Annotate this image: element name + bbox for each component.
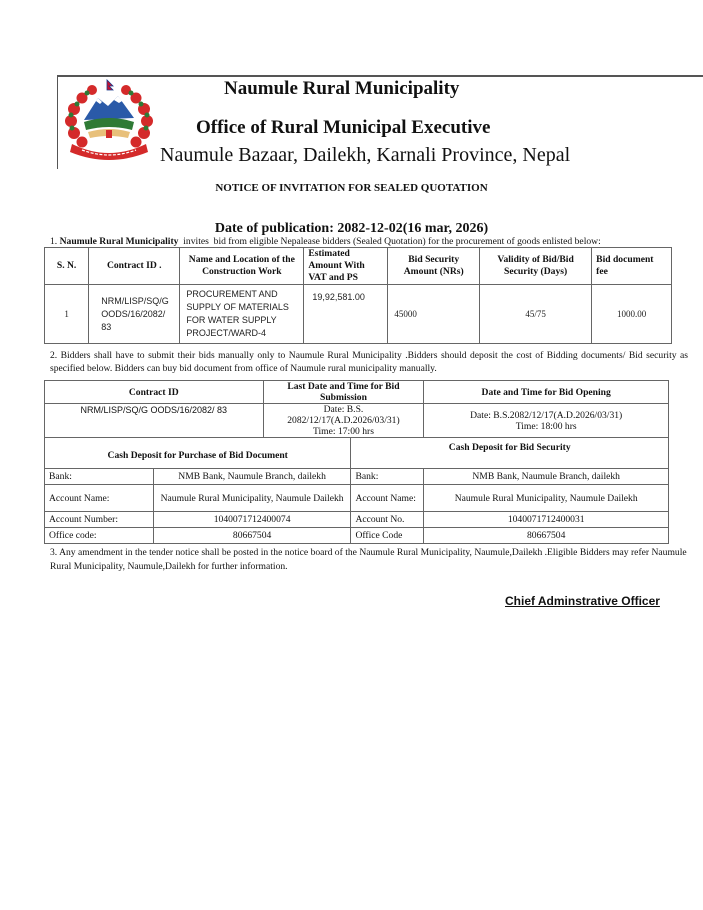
cell-doc-fee: 1000.00 bbox=[592, 285, 672, 344]
doc-label-bank: Bank: bbox=[45, 469, 154, 485]
header-estimated-amount: Estimated Amount With VAT and PS bbox=[304, 248, 388, 285]
doc-value-bank: NMB Bank, Naumule Branch, dailekh bbox=[153, 469, 351, 485]
header-validity: Validity of Bid/Bid Security (Days) bbox=[480, 248, 592, 285]
sec-label-bank: Bank: bbox=[351, 469, 424, 485]
doc-label-office-code: Office code: bbox=[45, 528, 154, 544]
office-name: Office of Rural Municipal Executive bbox=[196, 117, 491, 138]
doc-value-account-name: Naumule Rural Municipality, Naumule Dailekh bbox=[153, 485, 351, 512]
sec-value-office-code: 80667504 bbox=[424, 528, 669, 544]
amendment-paragraph: 3. Any amendment in the tender notice shall be posted in the notice board of the Naumule Rural Municipality, Naumule,Dailekh .Eligible Bidders may refer Naumule Rural Municipality, Naumule,Dailekh for further information. bbox=[50, 547, 687, 572]
doc-value-office-code: 80667504 bbox=[153, 528, 351, 544]
nepal-emblem-icon bbox=[62, 78, 156, 162]
header-submission: Last Date and Time for Bid Submission bbox=[263, 381, 424, 404]
header-contract-id: Contract ID . bbox=[89, 248, 180, 285]
schedule-header-row bbox=[45, 381, 669, 404]
submission-paragraph: 2. Bidders shall have to submit their bids manually only to Naumule Rural Municipality .Bidders should deposit the cost of Bidding documents/ Bid security as specified below. Bidders can buy bid document from office of Naumule rural municipality manually. bbox=[50, 350, 688, 374]
doc-label-account-number: Account Number: bbox=[45, 512, 154, 528]
municipality-name: Naumule Rural Municipality bbox=[224, 78, 460, 99]
security-deposit-title: Cash Deposit for Bid Security bbox=[351, 438, 669, 469]
publication-date: Date of publication: 2082-12-02(16 mar, 2026) bbox=[214, 221, 489, 236]
header-bid-security: Bid Security Amount (NRs) bbox=[388, 248, 480, 285]
table-row bbox=[45, 285, 672, 344]
notice-title: NOTICE OF INVITATION FOR SEALED QUOTATION bbox=[215, 182, 488, 194]
submission-date: Date: B.S. 2082/12/17(A.D.2026/03/31) bbox=[287, 404, 400, 426]
sec-value-account-name: Naumule Rural Municipality, Naumule Dailekh bbox=[424, 485, 669, 512]
deposit-title-row bbox=[45, 438, 669, 469]
doc-value-account-number: 1040071712400074 bbox=[153, 512, 351, 528]
doc-deposit-title: Cash Deposit for Purchase of Bid Document bbox=[45, 438, 351, 469]
office-address: Naumule Bazaar, Dailekh, Karnali Province, Nepal bbox=[160, 144, 571, 166]
sec-label-account-number: Account No. bbox=[351, 512, 424, 528]
schedule-row bbox=[45, 404, 669, 438]
submission-datetime bbox=[263, 404, 424, 438]
sec-value-account-number: 1040071712400031 bbox=[424, 512, 669, 528]
deposit-table bbox=[44, 380, 669, 544]
cell-bid-security: 45000 bbox=[388, 285, 480, 344]
deposit-row-account-number bbox=[45, 512, 669, 528]
sec-label-office-code: Office Code bbox=[351, 528, 424, 544]
header-opening: Date and Time for Bid Opening bbox=[424, 381, 669, 404]
sec-value-bank: NMB Bank, Naumule Branch, dailekh bbox=[424, 469, 669, 485]
deposit-row-account-name bbox=[45, 485, 669, 512]
cell-contract-id: NRM/LISP/SQ/G OODS/16/2082/ 83 bbox=[89, 285, 180, 344]
intro-paragraph bbox=[50, 236, 601, 247]
cell-sn: 1 bbox=[45, 285, 89, 344]
schedule-contract-id: NRM/LISP/SQ/G OODS/16/2082/ 83 bbox=[45, 404, 264, 438]
table-header-row bbox=[45, 248, 672, 285]
opening-datetime bbox=[424, 404, 669, 438]
procurement-table bbox=[44, 247, 672, 344]
header-doc-fee: Bid document fee bbox=[592, 248, 672, 285]
opening-time: Time: 18:00 hrs bbox=[515, 420, 577, 432]
deposit-row-bank bbox=[45, 469, 669, 485]
cell-work-name: PROCUREMENT AND SUPPLY OF MATERIALS FOR WATER SUPPLY PROJECT/WARD-4 bbox=[180, 285, 304, 344]
header-contract-id: Contract ID bbox=[45, 381, 264, 404]
signature-title: Chief Adminstrative Officer bbox=[505, 594, 660, 608]
intro-text: invites bid from eligible Nepalease bidders (Sealed Quotation) for the procurement of goods enlisted below: bbox=[178, 236, 601, 247]
sec-label-account-name: Account Name: bbox=[351, 485, 424, 512]
deposit-row-office-code bbox=[45, 528, 669, 544]
opening-date: Date: B.S.2082/12/17(A.D.2026/03/31) bbox=[470, 409, 623, 421]
intro-municipality: Naumule Rural Municipality bbox=[59, 236, 179, 247]
header-work-name: Name and Location of the Construction Work bbox=[180, 248, 304, 285]
intro-prefix: 1. bbox=[50, 236, 60, 247]
cell-estimated-amount: 19,92,581.00 bbox=[304, 285, 388, 344]
submission-time: Time: 17:00 hrs bbox=[312, 426, 374, 437]
cell-validity: 45/75 bbox=[480, 285, 592, 344]
doc-label-account-name: Account Name: bbox=[45, 485, 154, 512]
header-sn: S. N. bbox=[45, 248, 89, 285]
